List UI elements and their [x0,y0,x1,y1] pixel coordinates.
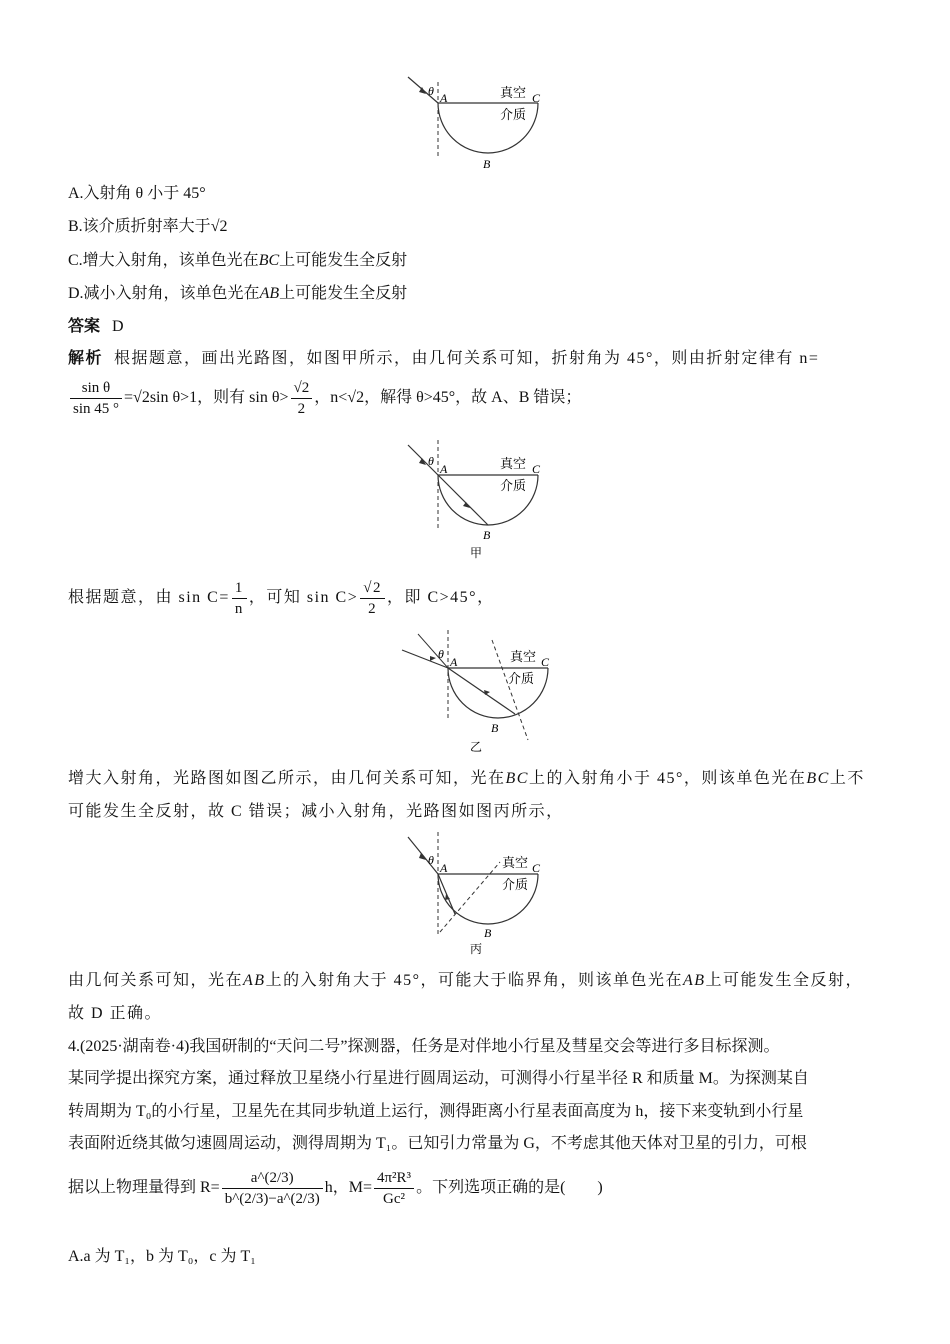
analysis-line-5: 可能发生全反射，故 C 错误；减小入射角，光路图如图丙所示， [68,803,564,820]
analysis-p5-arc: AB [243,972,266,989]
yi-point-a-label: A [450,655,458,669]
fraction-m-formula [374,1168,414,1209]
answer-line [68,316,124,338]
point-b-label: B [483,157,491,171]
frac2-num: √2 [291,378,313,399]
q4-option-a: A.a 为 T₁，b 为 T₀，c 为 T₁ [68,1248,256,1265]
analysis-p5b: 上的入射角大于 45°，可能大于临界角，则该单色光在 [265,972,683,989]
option-c-suffix: 上可能发生全反射 [279,252,408,269]
bing-medium-label: 介质 [502,877,529,892]
analysis-p1: 根据题意，画出光路图，如图甲所示，由几何关系可知，折射角为 45°，则由折射定律有 n= [114,350,820,367]
analysis-p2b: ，可知 sin C> [248,589,359,607]
m-den: Gc² [383,1191,406,1207]
analysis-line-7: 故 D 正确。 [68,1005,163,1022]
q4-line-4: 表面附近绕其做匀速圆周运动，测得周期为 T₁。已知引力常量为 G，不考虑其他天体对卫星的引力，可根 [68,1135,807,1152]
frac1-den: sin 45 ° [73,401,120,417]
option-b-text: B.该介质折射率大于 [68,218,211,235]
frac2-den: 2 [297,401,306,417]
yi-point-c-label: C [541,655,550,669]
jia-theta-label: θ [428,454,434,468]
medium-label: 介质 [500,107,527,122]
yi-medium-label: 介质 [508,671,535,686]
q4-line-5 [68,1168,603,1209]
fraction-sin-theta [70,378,122,419]
figure-yi-caption: 乙 [470,740,483,754]
option-d-suffix: 上可能发生全反射 [279,285,408,302]
vacuum-label: 真空 [500,85,527,100]
analysis-p5c: 上可能发生全反射， [705,972,864,989]
q4-l5a: 据以上物理量得到 R= [68,1179,220,1197]
bing-point-b-label: B [484,926,492,940]
analysis-p2c: ，即 C>45°， [386,589,495,607]
analysis-line-1 [68,348,819,370]
bing-point-c-label: C [532,861,541,875]
frac4-den: 2 [368,601,378,617]
figure-jia-caption: 甲 [470,546,483,560]
analysis-p3-arc2: BC [806,770,830,787]
point-a-label: A [440,91,448,105]
q4-l5c: 。下列选项正确的是( ) [416,1179,603,1197]
analysis-line-2 [68,378,581,419]
analysis-p3c: 上不 [829,770,865,787]
option-c [68,250,407,272]
analysis-p3a: 增大入射角，光路图如图乙所示，由几何关系可知，光在 [68,770,506,787]
analysis-line-4 [68,768,865,790]
jia-vacuum-label: 真空 [500,456,527,471]
figure-jia [400,440,560,562]
yi-theta-label: θ [438,647,444,661]
jia-point-b-label: B [483,528,491,542]
r-den: b^(2/3)−a^(2/3) [224,1191,320,1207]
fraction-root2-over-2 [291,378,313,419]
bing-vacuum-label: 真空 [502,855,529,870]
option-d [68,283,407,305]
analysis-p1c: ，n<√2，解得 θ>45°，故 A、B 错误； [314,389,582,407]
analysis-p5a: 由几何关系可知，光在 [68,972,244,989]
analysis-p3-arc: BC [505,770,529,787]
option-c-arc: BC [258,252,280,269]
bing-point-a-label: A [440,861,448,875]
fraction-root2-over-2-b [360,578,385,619]
point-c-label: C [532,91,541,105]
frac3-den: n [234,601,244,617]
jia-point-a-label: A [440,462,448,476]
analysis-p1b: =√2sin θ>1，则有 sin θ> [124,389,289,407]
analysis-p5-arc2: AB [682,972,706,989]
fraction-r-formula [222,1168,323,1209]
option-d-prefix: D.减小入射角，该单色光在 [68,285,260,302]
analysis-p3b: 上的入射角小于 45°，则该单色光在 [528,770,807,787]
option-b [68,216,227,238]
figure-yi [400,630,580,755]
figure-bing [400,832,560,958]
option-d-arc: AB [259,285,280,302]
bing-theta-label: θ [428,853,434,867]
analysis-label: 解析 [68,350,104,367]
q4-line-3: 转周期为 T₀的小行星，卫星先在其同步轨道上运行，测得距离小行星表面高度为 h，接下来变轨到小行星 [68,1103,804,1120]
analysis-line-3 [68,578,495,619]
m-num: 4π²R³ [374,1168,414,1189]
frac3-num: 1 [232,578,247,599]
theta-label: θ [428,84,434,98]
option-c-prefix: C.增大入射角，该单色光在 [68,252,259,269]
q4-l5b: h，M= [324,1179,372,1197]
answer-value: D [112,318,124,335]
analysis-p2a: 根据题意，由 sin C= [68,589,230,607]
fraction-1-over-n [232,578,247,619]
option-a: A.入射角 θ 小于 45° [68,185,206,202]
frac1-num: sin θ [70,378,122,399]
r-num: a^(2/3) [222,1168,323,1189]
jia-point-c-label: C [532,462,541,476]
q4-line-1: 4.(2025·湖南卷·4)我国研制的“天问二号”探测器，任务是对伴地小行星及彗星交会等进行多目标探测。 [68,1038,780,1055]
analysis-line-6 [68,970,863,992]
option-b-value: √2 [210,218,228,235]
yi-point-b-label: B [491,721,499,735]
figure-bing-caption: 丙 [470,942,483,956]
answer-label: 答案 [68,318,101,335]
frac4-num: √2 [360,578,385,599]
yi-vacuum-label: 真空 [510,649,537,664]
jia-medium-label: 介质 [500,478,527,493]
q4-line-2: 某同学提出探究方案，通过释放卫星绕小行星进行圆周运动，可测得小行星半径 R 和质量 M。为探测某自 [68,1070,809,1087]
top-figure [400,72,560,172]
